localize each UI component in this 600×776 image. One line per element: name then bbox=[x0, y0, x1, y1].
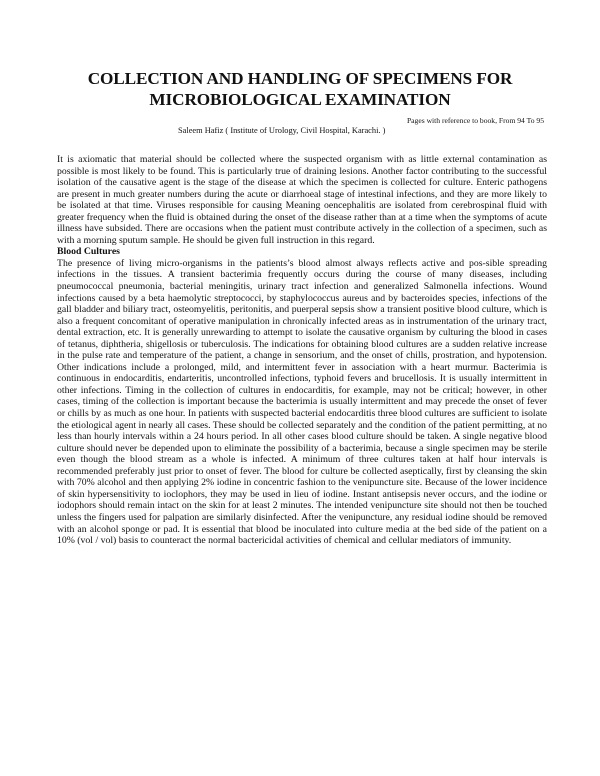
article-body bbox=[57, 154, 547, 547]
blood-cultures-paragraph: The presence of living micro-organisms in the patients’s blood almost always reflects active and pos-sible spreading infections in the tissues. A transient bacterimia frequently occurs during the course of many diseases, including pneumococcal pneumonia, bacterial meningitis, urinary tract infection and generalized Salmonella infections. Wound infections caused by a beta haemolytic streptococci, by staphylococcus aureus and by bacteroides species, infections of the gall bladder and biliary tract, osteomyelitis, peritonitis, and puerperal sepsis show a transient positive blood culture, which is also a frequent concomitant of operative manipulation in chronically infected areas as in instrumentation of the urinary tract, dental extraction, etc. It is generally unrewarding to attempt to isolate the causative organism by culturing the blood in cases of tetanus, diphtheria, shigellosis or tuberculosis. The indications for obtaining blood cultures are a sudden relative increase in the pulse rate and temperature of the patient, a change in sensorium, and the onset of chills, prostration, and hypotension. Other indications include a prolonged, mild, and intermittent fever in association with a heart murmur. Bacterimia is continuous in endocarditis, endarteritis, uncontrolled infections, typhoid fevers and brucellosis. It is usually intermittent in other infections. Timing in the collection of cultures in endocarditis, for example, may not be critical; however, in other cases, timing of the collection is important because the bacterimia is usually intermittent and may precede the onset of fever or chills by as much as one hour. In patients with suspected bacterial endocarditis three blood cultures are sufficient to isolate the etiological agent in nearly all cases. These should be collected separately and the condition of the patient permitting, at no less than hourly intervals within a 24 hours period. In all other cases blood culture should be taken. A single negative blood culture should never be depended upon to eliminate the possibility of a bacterimia, because a single specimen may be sterile even though the blood stream as a whole is infected. A minimum of three cultures taken at half hour intervals is recommended preferably just prior to onset of fever. The blood for culture be collected aseptically, first by cleansing the skin with 70% alcohol and then applying 2% iodine in concentric fashion to the venipuncture site. Because of the lower incidence of skin hypersensitivity to ioclophors, they may be used in lieu of iodine. Instant antisepsis never occurs, and the iodine or iodophors should remain intact on the skin for at least 2 minutes. The intended venipuncture site should not then be touched unless the fingers used for palpation are similarly disinfected. After the venipuncture, any residual iodine should be removed with an alcohol sponge or pad. It is essential that blood be inoculated into culture media at the bed side of the patient on a 10% (vol / vol) basis to counteract the normal bactericidal activities of chemical and cellular mediators of immunity. bbox=[57, 257, 547, 547]
title-line-1: COLLECTION AND HANDLING OF SPECIMENS FOR bbox=[87, 69, 513, 88]
document-title bbox=[40, 68, 560, 110]
author-line: Saleem Hafiz ( Institute of Urology, Civil Hospital, Karachi. ) bbox=[178, 126, 386, 135]
pages-reference: Pages with reference to book, From 94 To 95 bbox=[406, 116, 544, 125]
title-line-2: MICROBIOLOGICAL EXAMINATION bbox=[149, 90, 451, 109]
intro-paragraph: It is axiomatic that material should be collected where the suspected organism with as little external contamination as possible is most likely to be found. This is particularly true of draining lesions. Another factor contributing to the successful isolation of the causative agent is the stage of the disease at which the specimen is collected for culture. Enteric pathogens are present in much greater numbers during the acute or diarrhoeal stage of intestinal infections, and they are more likely to be isolated at that time. Viruses responsible for causing Meaning oencephalitis are isolated from cerebrospinal fluid with greater frequency when the fluid is obtained during the onset of the disease rather than at a time when the symptoms of acute illness have subsided. There are occasions when the patient must contribute actively in the collection of a specimen, such as with a morning sputum sample. He should be given full instruction in this regard. bbox=[57, 154, 547, 246]
section-heading-blood-cultures: Blood Cultures bbox=[57, 246, 120, 258]
